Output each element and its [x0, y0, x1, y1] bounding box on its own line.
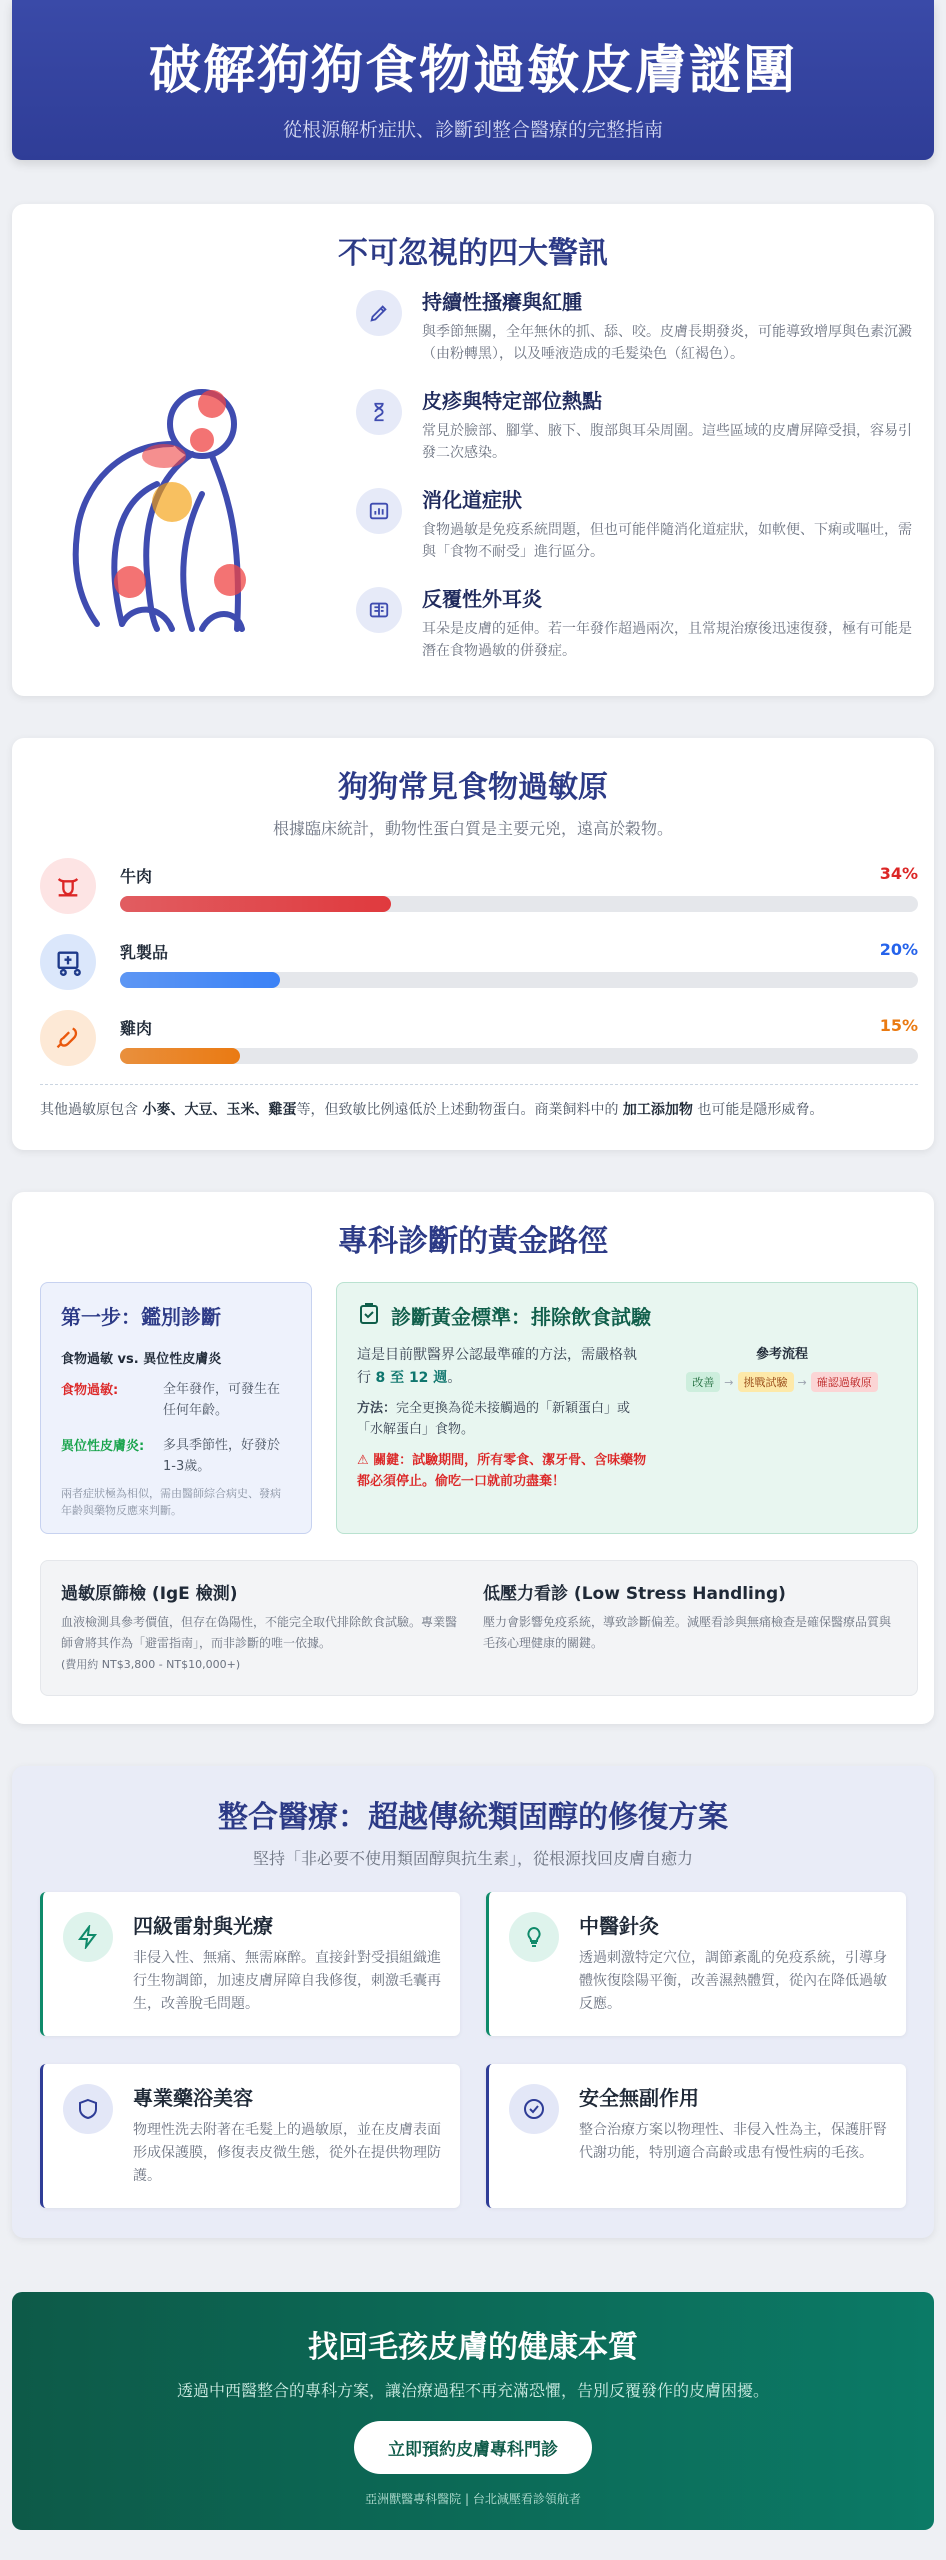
compare-title: 食物過敏 vs. 異位性皮膚炎	[61, 1352, 222, 1367]
gold-duration: 8 至 12 週	[375, 1370, 448, 1386]
integrative-subtitle: 堅持「非必要不使用類固醇與抗生素」，從根源找回皮膚自癒力	[252, 1849, 693, 1868]
warnings-title: 不可忽視的四大警訊	[338, 236, 608, 271]
warning-text: 耳朵是皮膚的延伸。若一年發作超過兩次，且常規治療後迅速復發，極有可能是潛在食物過敏的併發症。	[422, 621, 912, 659]
warning-item	[342, 385, 922, 484]
gold-description	[357, 1344, 647, 1390]
cow-icon	[40, 858, 96, 914]
treatment-card	[40, 2064, 460, 2208]
atopic-label: 異位性皮膚炎:	[61, 1439, 145, 1454]
flow-steps	[667, 1372, 897, 1392]
treatment-card	[40, 1892, 460, 2036]
allergen-percent: 34%	[879, 864, 918, 883]
allergens-section	[12, 738, 934, 1150]
treatment-title: 安全無副作用	[579, 2086, 699, 2110]
diagnosis-title: 專科診斷的黃金路徑	[338, 1224, 608, 1259]
bolt-icon	[63, 1912, 113, 1962]
step1-fine-print: 兩者症狀極為相似，需由醫師綜合病史、發病年齡與藥物反應來判斷。	[61, 1487, 281, 1517]
gold-method	[357, 1398, 647, 1440]
diagnosis-section	[12, 1192, 934, 1724]
treatment-card	[486, 1892, 906, 2036]
warning-item	[342, 583, 922, 682]
ear-icon	[356, 587, 402, 633]
note-highlight: 小麥、大豆、玉米、雞蛋	[142, 1102, 297, 1118]
compare-row	[61, 1379, 291, 1423]
note-text: 也可能是隱形威脅。	[692, 1102, 824, 1118]
gold-standard-card	[336, 1282, 918, 1534]
method-label: 方法：	[357, 1401, 397, 1416]
allergen-track	[120, 972, 918, 988]
flow-step: 確認過敏原	[811, 1372, 878, 1392]
warning-title: 消化道症狀	[422, 488, 522, 512]
warning-title: 皮疹與特定部位熱點	[422, 389, 602, 413]
note-text: 其他過敏原包含	[40, 1102, 143, 1118]
allergen-row	[40, 1008, 918, 1072]
arrow-icon: →	[724, 1375, 734, 1389]
page-header	[12, 0, 934, 160]
treatment-text: 透過刺激特定穴位，調節紊亂的免疫系統，引導身體恢復陰陽平衡，改善濕熱體質，從內在降低過敏反應。	[579, 1950, 887, 2012]
flow-step: 挑戰試驗	[738, 1372, 794, 1392]
cta-section	[12, 2292, 934, 2530]
cta-title: 找回毛孩皮膚的健康本質	[308, 2330, 638, 2365]
warning-text: 與季節無關，全年無休的抓、舔、咬。皮膚長期發炎，可能導致增厚與色素沉澱（由粉轉黑），以及唾液造成的毛髮染色（紅褐色）。	[422, 324, 912, 362]
bulb-icon	[509, 1912, 559, 1962]
ige-title: 過敏原篩檢 (IgE 檢測)	[61, 1584, 238, 1604]
treatment-title: 四級雷射與光療	[133, 1914, 273, 1938]
note-highlight: 加工添加物	[622, 1102, 693, 1118]
flow-title: 參考流程	[755, 1347, 808, 1362]
allergens-title: 狗狗常見食物過敏原	[338, 770, 608, 805]
low-stress-text: 壓力會影響免疫系統，導致診斷偏差。減壓看診與無痛檢查是確保醫療品質與毛孩心理健康的關鍵。	[483, 1615, 892, 1650]
chicken-icon	[40, 1010, 96, 1066]
atopic-text: 多具季節性，好發於1-3歲。	[163, 1438, 281, 1474]
allergen-note	[40, 1084, 918, 1119]
check-circle-icon	[509, 2084, 559, 2134]
treatment-title: 專業藥浴美容	[133, 2086, 253, 2110]
gold-title	[357, 1301, 897, 1330]
warnings-section	[12, 204, 934, 696]
page-title: 破解狗狗食物過敏皮膚謎團	[148, 41, 797, 101]
milk-icon	[40, 934, 96, 990]
ige-cost: (費用約 NT$3,800 - NT$10,000+)	[61, 1658, 241, 1671]
arrow-icon: →	[797, 1375, 807, 1389]
shield-icon	[63, 2084, 113, 2134]
gold-desc-text: 。	[447, 1370, 462, 1386]
step1-title: 第一步：鑑別診斷	[61, 1305, 221, 1329]
ige-test-box	[61, 1579, 461, 1672]
warning-item	[342, 484, 922, 583]
cta-subtitle: 透過中西醫整合的專科方案，讓治療過程不再充滿恐懼，告別反覆發作的皮膚困擾。	[176, 2381, 769, 2400]
treatment-text: 非侵入性、無痛、無需麻醉。直接針對受損組織進行生物調節，加速皮膚屏障自我修復，刺激毛囊再生，改善脫毛問題。	[133, 1950, 441, 2012]
clipboard-icon	[357, 1302, 381, 1331]
allergen-track	[120, 1048, 918, 1064]
food-text: 全年發作，可發生在任何年齡。	[163, 1382, 281, 1418]
low-stress-box	[483, 1579, 899, 1654]
reference-flow	[667, 1343, 897, 1392]
allergen-percent: 20%	[879, 940, 918, 959]
allergen-bar	[120, 896, 391, 912]
allergen-bar	[120, 972, 280, 988]
warning-list	[342, 286, 922, 682]
low-stress-title: 低壓力看診 (Low Stress Handling)	[483, 1584, 786, 1604]
allergen-percent: 15%	[879, 1016, 918, 1035]
treatment-title: 中醫針灸	[579, 1914, 659, 1938]
step1-card	[40, 1282, 312, 1534]
allergen-bar	[120, 1048, 240, 1064]
gold-warning: ⚠ 關鍵：試驗期間，所有零食、潔牙骨、含味藥物都必須停止。偷吃一口就前功盡棄！	[357, 1453, 647, 1489]
allergen-row	[40, 932, 918, 996]
allergen-track	[120, 896, 918, 912]
treatment-text: 物理性洗去附著在毛髮上的過敏原，並在皮膚表面形成保護膜，修復表皮微生態，從外在提供物理防護。	[133, 2122, 441, 2184]
flow-step: 改善	[686, 1372, 720, 1392]
cta-footer: 亞洲獸醫專科醫院 | 台北減壓看診領航者	[365, 2492, 581, 2506]
scratch-icon	[356, 290, 402, 336]
allergen-name: 雞肉	[120, 1019, 153, 1038]
gold-desc-text: 這是目前獸醫界公認最準確的方法，需嚴格執行	[357, 1347, 637, 1386]
warning-title: 持續性搔癢與紅腫	[422, 290, 582, 314]
allergens-subtitle: 根據臨床統計，動物性蛋白質是主要元兇，遠高於穀物。	[272, 819, 673, 838]
integrative-section	[12, 1766, 934, 2238]
diagnosis-extra	[40, 1560, 918, 1696]
allergen-name: 乳製品	[120, 943, 169, 962]
gold-title-text: 診斷黃金標準：排除飲食試驗	[391, 1305, 651, 1329]
chart-icon	[356, 488, 402, 534]
allergen-name: 牛肉	[120, 867, 153, 886]
integrative-title: 整合醫療：超越傳統類固醇的修復方案	[218, 1800, 728, 1835]
method-text: 完全更換為從未接觸過的「新穎蛋白」或「水解蛋白」食物。	[357, 1401, 631, 1437]
compare-row	[61, 1435, 291, 1479]
warning-text: 食物過敏是免疫系統問題，但也可能伴隨消化道症狀，如軟便、下痢或嘔吐，需與「食物不耐受」進行區分。	[422, 522, 912, 560]
ige-text: 血液檢測具參考價值，但存在偽陽性，不能完全取代排除飲食試驗。專業醫師會將其作為「避雷指南」，而非診斷的唯一依據。	[61, 1615, 458, 1650]
book-appointment-button[interactable]: 立即預約皮膚專科門診	[354, 2421, 592, 2474]
treatment-text: 整合治療方案以物理性、非侵入性為主，保護肝腎代謝功能，特別適合高齡或患有慢性病的毛孩。	[579, 2122, 887, 2161]
allergen-row	[40, 856, 918, 920]
note-text: 等，但致敏比例遠低於上述動物蛋白。商業飼料中的	[296, 1102, 623, 1118]
food-label: 食物過敏:	[61, 1383, 119, 1398]
warning-item	[342, 286, 922, 385]
dog-illustration	[52, 374, 282, 634]
warning-title: 反覆性外耳炎	[422, 587, 542, 611]
treatment-card	[486, 2064, 906, 2208]
page-subtitle: 從根源解析症狀、診斷到整合醫療的完整指南	[282, 119, 663, 141]
warning-text: 常見於臉部、腳掌、腋下、腹部與耳朵周圍。這些區域的皮膚屏障受損，容易引發二次感染。	[422, 423, 912, 461]
hourglass-icon	[356, 389, 402, 435]
